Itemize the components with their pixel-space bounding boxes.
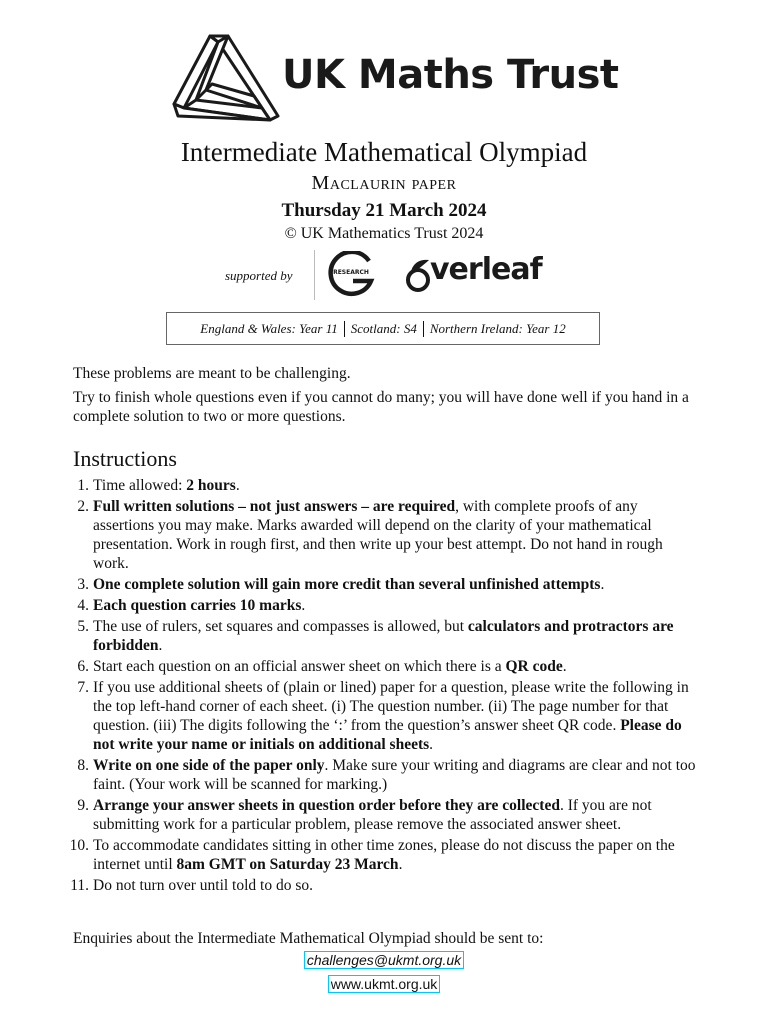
instruction-number: 5. [77, 618, 89, 635]
instruction-text [93, 797, 652, 833]
overleaf-wordmark: verleaf [430, 252, 542, 287]
year-separator [344, 321, 345, 337]
instruction-fragment: Start each question on an official answer sheet on which there is a [93, 658, 506, 675]
instruction-item [70, 876, 698, 895]
instruction-fragment: . [235, 477, 240, 494]
instruction-emphasis: Each question carries 10 marks [93, 597, 302, 614]
instruction-item [73, 678, 698, 754]
instruction-number: 9. [77, 797, 89, 814]
instruction-fragment: . If you are not submitting work for a particular problem, please remove the associated answer sheet. [93, 797, 652, 833]
instruction-emphasis: 8am GMT on Saturday 23 March [176, 856, 399, 873]
instruction-fragment: . Make sure your writing and diagrams are clear and not too faint. (Your work will be scanned for marking.) [93, 757, 696, 793]
instruction-number: 8. [77, 757, 89, 774]
instruction-fragment: . [301, 597, 306, 614]
overleaf-leaf-icon [405, 258, 431, 294]
instruction-fragment: To accommodate candidates sitting in other time zones, please do not discuss the paper on the internet until [93, 837, 675, 873]
instruction-fragment: . [398, 856, 403, 873]
instruction-item [73, 476, 698, 495]
supported-by-label: supported by [225, 268, 293, 283]
intro-line-2: Try to finish whole questions even if you cannot do many; you will have done well if you hand in a complete solution to two or more questions. [73, 389, 689, 425]
instruction-emphasis: Please do not write your name or initials on additional sheets [93, 717, 682, 753]
instruction-item [73, 617, 698, 655]
instruction-number: 3. [77, 576, 89, 593]
enquiry-text: Enquiries about the Intermediate Mathematical Olympiad should be sent to: [73, 930, 544, 947]
instruction-emphasis: calculators and protractors are forbidden [93, 618, 674, 654]
penrose-triangle-icon [170, 30, 280, 122]
year-northern-ireland: Northern Ireland: Year 12 [429, 320, 566, 336]
instruction-text [93, 498, 663, 572]
instruction-fragment: . [600, 576, 605, 593]
email-link[interactable]: challenges@ukmt.org.uk [304, 951, 464, 969]
org-name: UK Maths Trust [282, 52, 619, 98]
instruction-item [73, 497, 698, 573]
year-scotland: Scotland: S4 [350, 320, 417, 336]
year-group-box [166, 312, 600, 345]
instruction-emphasis: Full written solutions – not just answers – are required [93, 498, 456, 515]
instruction-item [73, 756, 698, 794]
instructions-list [69, 476, 698, 897]
instruction-text [93, 679, 689, 753]
instruction-number: 10. [69, 837, 89, 854]
instruction-text [93, 597, 305, 614]
instruction-emphasis: Arrange your answer sheets in question order before they are collected [93, 797, 560, 814]
instruction-item [73, 575, 698, 594]
g-research-icon [325, 251, 377, 299]
instruction-fragment: If you use additional sheets of (plain or lined) paper for a question, please write the following in the top left-hand corner of each sheet. (i) The question number. (ii) The page number for that question. (iii) The digits following the ‘:’ from the question’s answer sheet QR code. [93, 679, 689, 734]
instruction-number: 1. [77, 477, 89, 494]
g-research-label: RESEARCH [333, 269, 369, 276]
instruction-item [73, 596, 698, 615]
instructions-heading: Instructions [73, 446, 177, 471]
instruction-number: 2. [77, 498, 89, 515]
instruction-number: 7. [77, 679, 89, 696]
sponsor-divider [314, 250, 315, 300]
instruction-text [93, 877, 313, 894]
paper-subtitle: Maclaurin paper [311, 172, 457, 194]
copyright-notice: © UK Mathematics Trust 2024 [284, 225, 484, 242]
instruction-number: 6. [77, 658, 89, 675]
instruction-fragment: . [429, 736, 434, 753]
instruction-text [93, 477, 240, 494]
overleaf-logo [405, 252, 542, 299]
instruction-fragment: . [158, 637, 163, 654]
instruction-fragment: Time allowed: [93, 477, 187, 494]
instruction-text [93, 576, 604, 593]
paper-title: Intermediate Mathematical Olympiad [180, 137, 588, 167]
year-separator [423, 321, 424, 337]
instruction-emphasis: 2 hours [186, 477, 236, 494]
paper-date: Thursday 21 March 2024 [281, 200, 487, 221]
website-link[interactable]: www.ukmt.org.uk [328, 975, 441, 993]
instruction-item [73, 657, 698, 676]
instruction-emphasis: One complete solution will gain more credit than several unfinished attempts [93, 576, 601, 593]
website-link-container [0, 976, 768, 992]
instruction-item [73, 796, 698, 834]
instruction-text [93, 658, 567, 675]
intro-line-1: These problems are meant to be challenging. [73, 365, 351, 382]
instruction-emphasis: QR code [505, 658, 563, 675]
g-research-logo [325, 251, 377, 304]
instruction-text [93, 837, 675, 873]
instruction-fragment: , with complete proofs of any assertions you may make. Marks awarded will depend on the clarity of your mathematical presentation. Work in rough first, and then write up your best attempt. Do not hand in rough work. [93, 498, 663, 572]
instruction-item [69, 836, 698, 874]
instruction-fragment: The use of rulers, set squares and compasses is allowed, but [93, 618, 468, 635]
instruction-fragment: Do not turn over until told to do so. [93, 877, 314, 894]
instruction-fragment: . [562, 658, 567, 675]
instruction-number: 11. [70, 877, 89, 894]
instruction-text [93, 757, 696, 793]
email-link-container [0, 952, 768, 968]
instruction-number: 4. [77, 597, 89, 614]
instruction-emphasis: Write on one side of the paper only [93, 757, 325, 774]
instruction-text [93, 618, 674, 654]
ukmt-logo [170, 30, 619, 125]
year-england: England & Wales: Year 11 [200, 320, 338, 336]
